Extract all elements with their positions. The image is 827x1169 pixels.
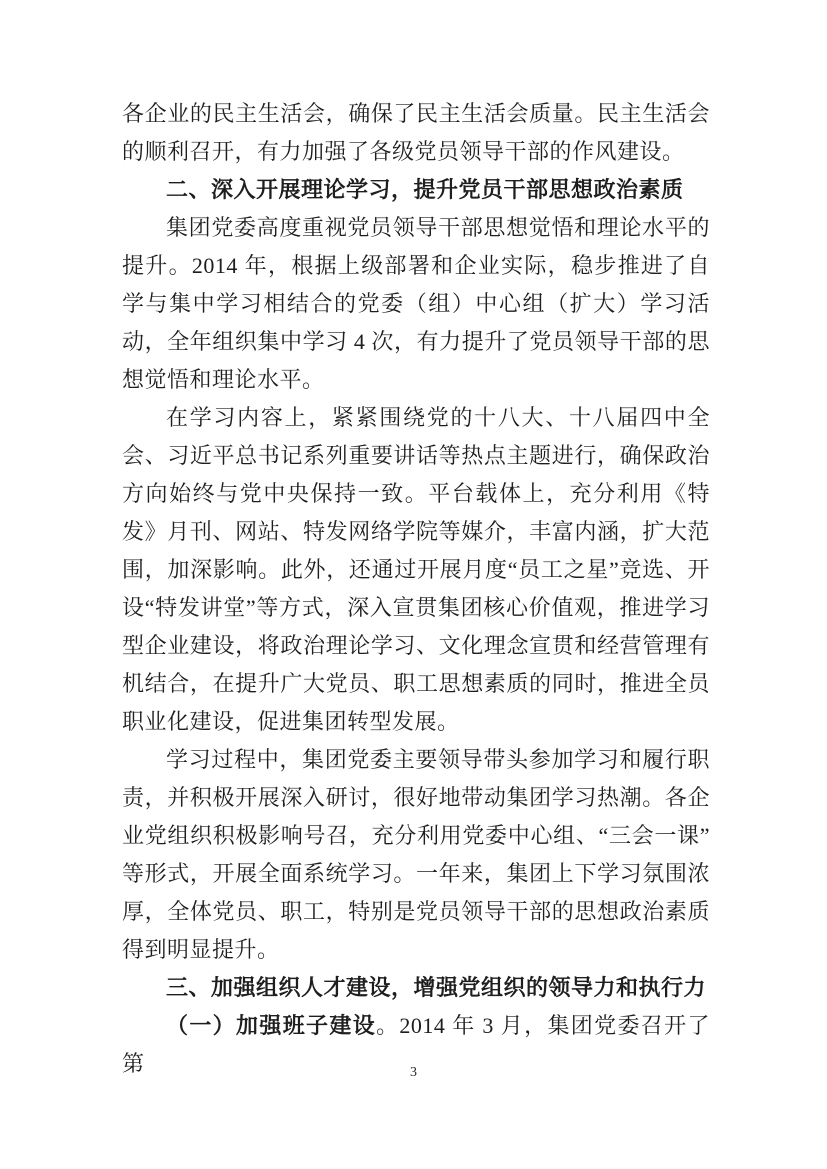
paragraph: 集团党委高度重视党员领导干部思想觉悟和理论水平的提升。2014 年，根据上级部署和企业实际，稳步推进了自学与集中学习相结合的党委（组）中心组（扩大）学习活动，全年组织集中学习 4 次，有力提升了党员领导干部的思想觉悟和理论水平。 <box>122 215 710 392</box>
paragraph: 学习过程中，集团党委主要领导带头参加学习和履行职责，并积极开展深入研讨，很好地带动集团学习热潮。各企业党组织积极影响号召，充分利用党委中心组、“三会一课”等形式，开展全面系统学习。一年来，集团上下学习氛围浓厚，全体党员、职工，特别是党员领导干部的思想政治素质得到明显提升。 <box>122 747 710 962</box>
paragraph: 在学习内容上，紧紧围绕党的十八大、十八届四中全会、习近平总书记系列重要讲话等热点主题进行，确保政治方向始终与党中央保持一致。平台载体上，充分利用《特发》月刊、网站、特发网络学院等媒介，丰富内涵，扩大范围，加深影响。此外，还通过开展月度“员工之星”竞选、开设“特发讲堂”等方式，深入宣贯集团核心价值观，推进学习型企业建设，将政治理论学习、文化理念宣贯和经营管理有机结合，在提升广大党员、职工思想素质的同时，推进全员职业化建设，促进集团转型发展。 <box>122 405 710 734</box>
page-number: 3 <box>410 1065 417 1080</box>
section-heading: 二、深入开展理论学习，提升党员干部思想政治素质 <box>166 177 684 202</box>
section-heading: 三、加强组织人才建设，增强党组织的领导力和执行力 <box>166 975 707 1000</box>
subheading-lead: （一）加强班子建设 <box>166 1013 377 1038</box>
paragraph: 各企业的民主生活会，确保了民主生活会质量。民主生活会的顺利召开，有力加强了各级党员领导干部的作风建设。 <box>122 101 710 164</box>
paragraph-text: 。2014 年 3 月，集团党委召开了第 <box>122 1013 710 1076</box>
document-body <box>122 95 710 1083</box>
